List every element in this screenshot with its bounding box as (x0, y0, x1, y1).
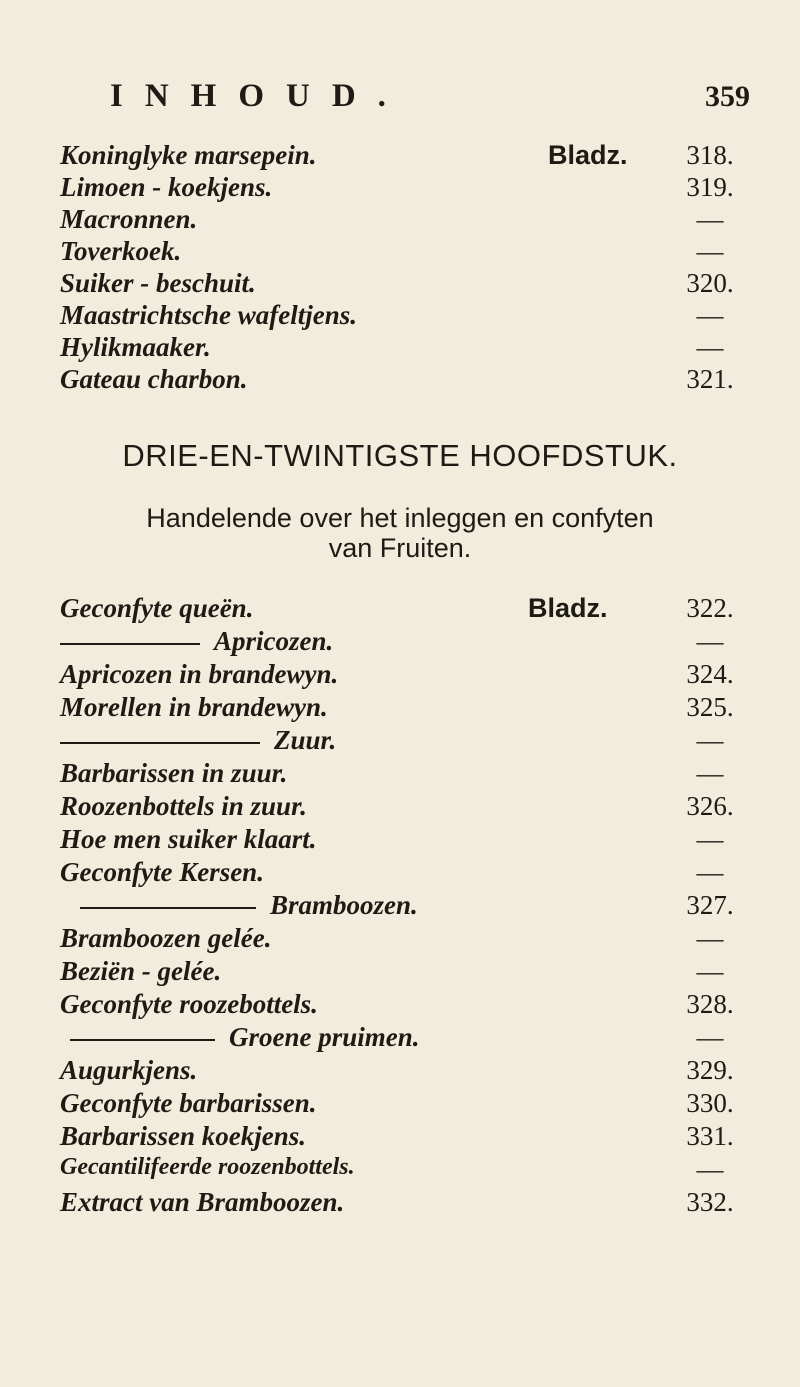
entry-page: 327. (686, 890, 734, 920)
toc-entry (60, 989, 750, 1021)
bladz-label: Bladz. (548, 140, 628, 170)
entry-page: 318. (686, 140, 734, 170)
entry-title: Suiker - beschuit. (60, 268, 256, 298)
toc-entry (60, 236, 750, 268)
toc-entry (60, 659, 750, 691)
toc-entry (60, 1154, 750, 1186)
entry-page: 320. (686, 268, 734, 298)
entry-title (60, 626, 333, 657)
entry-page: 324. (686, 659, 734, 689)
toc-entry (60, 956, 750, 988)
running-title: INHOUD. (110, 78, 408, 114)
chapter-subtitle: van Fruiten. (328, 533, 472, 563)
entry-page: — (696, 332, 724, 362)
entry-page: 322. (686, 593, 734, 623)
entry-page: — (696, 626, 724, 656)
entry-title: Extract van Bramboozen. (60, 1187, 345, 1217)
entry-page: 326. (686, 791, 734, 821)
page-header (110, 78, 750, 128)
entry-page: — (696, 1022, 724, 1052)
entry-page: — (696, 923, 724, 953)
entry-title: Koninglyke marsepein. (60, 140, 317, 170)
entry-title-text: Groene pruimen. (229, 1022, 420, 1052)
entry-page: — (696, 1154, 724, 1184)
entry-title: Geconfyte roozebottels. (60, 989, 318, 1019)
entry-title: Gateau charbon. (60, 364, 248, 394)
chapter-subtitle: Handelende over het inleggen en confyten (146, 503, 654, 533)
entry-page: 329. (686, 1055, 734, 1085)
toc-entry (60, 172, 750, 204)
entry-title: Limoen - koekjens. (60, 172, 273, 202)
entry-page: — (696, 956, 724, 986)
toc-entry (60, 758, 750, 790)
toc-entry (60, 626, 750, 658)
entry-page: 331. (686, 1121, 734, 1151)
toc-entry (60, 332, 750, 364)
entry-page: — (696, 824, 724, 854)
toc-entry (60, 300, 750, 332)
chapter-heading: DRIE-EN-TWINTIGSTE HOOFDSTUK. (122, 438, 678, 473)
toc-entry (60, 1088, 750, 1120)
toc-entry (60, 204, 750, 236)
toc-entry (60, 364, 750, 396)
entry-title: Beziën - gelée. (60, 956, 222, 986)
entry-page: 332. (686, 1187, 734, 1217)
toc-entry (60, 593, 750, 625)
toc-entry (60, 268, 750, 300)
entry-page: 319. (686, 172, 734, 202)
entry-page: — (696, 236, 724, 266)
entry-page: — (696, 725, 724, 755)
entry-title: Gecantilifeerde roozenbottels. (60, 1154, 355, 1180)
entry-title (60, 890, 418, 921)
entry-title-text: Bramboozen. (270, 890, 418, 920)
entry-page: 325. (686, 692, 734, 722)
entry-title: Maastrichtsche wafeltjens. (60, 300, 358, 330)
entry-page: — (696, 204, 724, 234)
entry-title: Roozenbottels in zuur. (60, 791, 307, 821)
entry-title: Macronnen. (60, 204, 198, 234)
toc-entry (60, 1055, 750, 1087)
toc-entry (60, 857, 750, 889)
entry-page: — (696, 758, 724, 788)
entry-page: 321. (686, 364, 734, 394)
ditto-dash (60, 742, 260, 744)
toc-entry (60, 824, 750, 856)
ditto-dash (70, 1039, 215, 1041)
entry-page: 330. (686, 1088, 734, 1118)
toc-entry (60, 791, 750, 823)
entry-title: Apricozen in brandewyn. (60, 659, 339, 689)
toc-entry (60, 692, 750, 724)
entry-title: Geconfyte queën. (60, 593, 254, 623)
toc-entry (60, 725, 750, 757)
entry-title: Barbarissen in zuur. (60, 758, 288, 788)
entry-title: Geconfyte barbarissen. (60, 1088, 317, 1118)
entry-page: 328. (686, 989, 734, 1019)
toc-entry (60, 140, 750, 172)
entry-title: Toverkoek. (60, 236, 182, 266)
entry-title: Hylikmaaker. (60, 332, 211, 362)
entry-title: Bramboozen gelée. (60, 923, 272, 953)
entry-title-text: Apricozen. (214, 626, 334, 656)
toc-entry (60, 1121, 750, 1153)
ditto-dash (80, 907, 256, 909)
entry-title (60, 1022, 420, 1053)
entry-page: — (696, 300, 724, 330)
entry-title (60, 725, 336, 756)
entry-title: Augurkjens. (60, 1055, 198, 1085)
entry-title-text: Zuur. (274, 725, 337, 755)
entry-title: Hoe men suiker klaart. (60, 824, 317, 854)
entry-title: Geconfyte Kersen. (60, 857, 264, 887)
toc-entry (60, 890, 750, 922)
entry-page: — (696, 857, 724, 887)
page-number: 359 (705, 80, 750, 113)
toc-entry (60, 1022, 750, 1054)
bladz-label: Bladz. (528, 593, 608, 623)
toc-entry (60, 1187, 750, 1219)
toc-entry (60, 923, 750, 955)
entry-title: Morellen in brandewyn. (60, 692, 328, 722)
ditto-dash (60, 643, 200, 645)
entry-title: Barbarissen koekjens. (60, 1121, 307, 1151)
